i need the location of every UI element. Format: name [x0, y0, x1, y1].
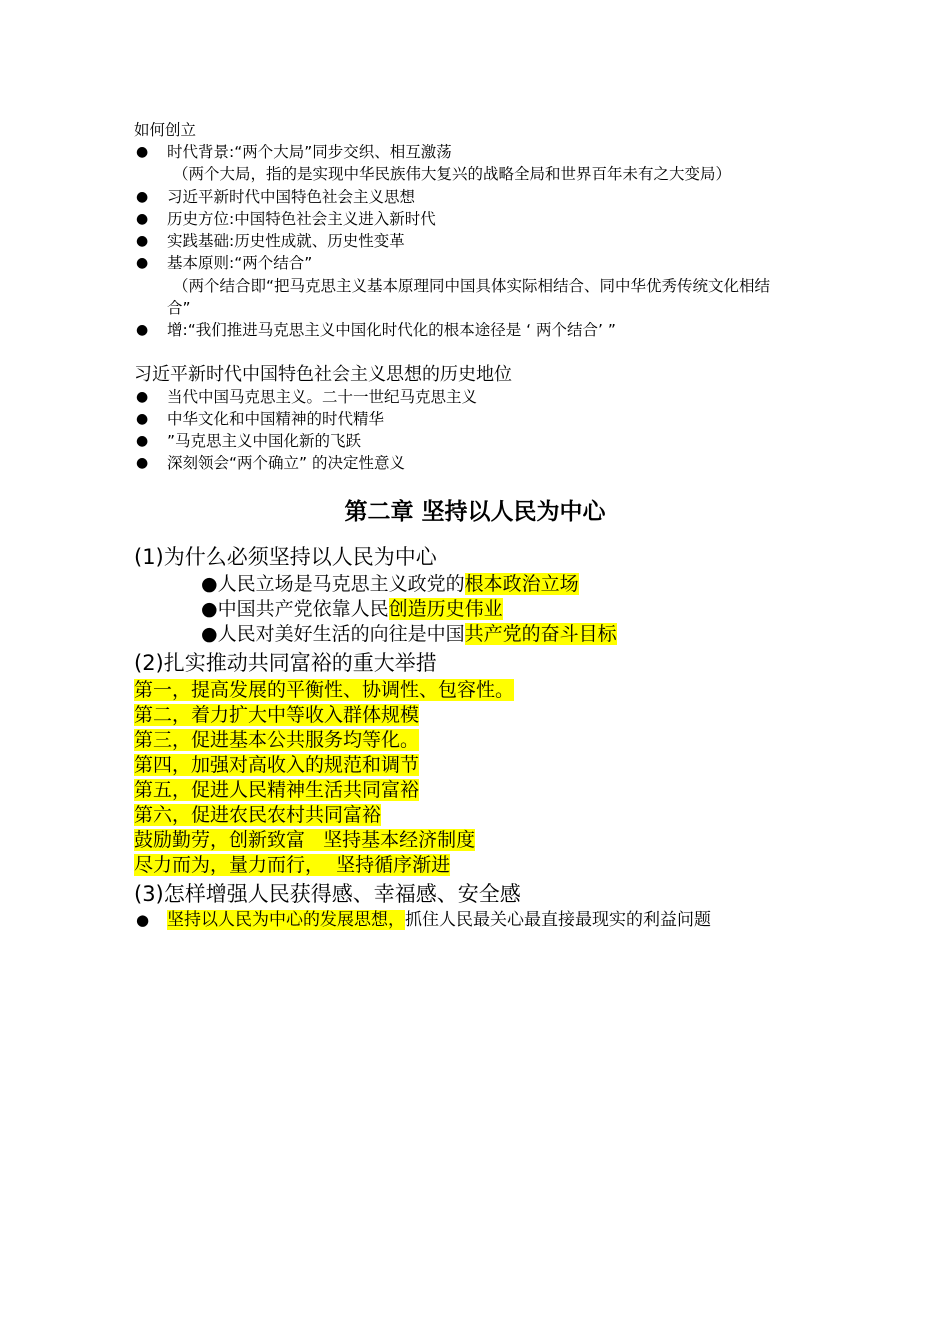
list-item: 习近平新时代中国特色社会主义思想	[167, 188, 416, 206]
bullet-icon: ●	[136, 455, 149, 471]
highlighted-text: 第一，提高发展的平衡性、协调性、包容性。	[134, 679, 515, 701]
note-text: （两个结合即“把马克思主义基本原理同中国具体实际相结合、同中华优秀传统文化相结	[173, 277, 771, 295]
highlighted-text: 鼓励勤劳，创新致富 坚持基本经济制度	[134, 829, 476, 851]
list-item: ”马克思主义中国化新的飞跃	[167, 432, 362, 450]
plain-text: 抓住人民最关心最直接最现实的利益问题	[405, 910, 711, 930]
list-item	[201, 622, 617, 646]
highlighted-text: 第四，加强对高收入的规范和调节	[134, 754, 420, 776]
bullet-icon: ●	[136, 189, 149, 205]
highlighted-text: 第五，促进人民精神生活共同富裕	[134, 779, 420, 801]
section-heading: 如何创立	[134, 121, 197, 139]
question-heading: (1)为什么必须坚持以人民为中心	[134, 545, 437, 569]
list-item: 时代背景:“两个大局”同步交织、相互激荡	[167, 143, 452, 161]
bullet-icon: ●	[136, 322, 149, 338]
list-item	[201, 597, 503, 621]
plain-text: ●人民立场是马克思主义政党的	[201, 573, 465, 595]
list-item: 当代中国马克思主义。二十一世纪马克思主义	[167, 388, 478, 406]
bullet-icon: ●	[136, 233, 149, 249]
note-text: （两个大局，指的是实现中华民族伟大复兴的战略全局和世界百年未有之大变局）	[173, 165, 732, 183]
note-text: 合”	[167, 299, 191, 317]
list-item: 中华文化和中国精神的时代精华	[167, 410, 385, 428]
list-item: 增:“我们推进马克思主义中国化时代化的根本途径是 ‘ 两个结合’ ”	[167, 321, 616, 339]
bullet-icon: ●	[136, 389, 149, 405]
list-item: 实践基础:历史性成就、历史性变革	[167, 232, 405, 250]
bullet-icon: ●	[136, 411, 149, 427]
highlighted-text: 第二，着力扩大中等收入群体规模	[134, 704, 420, 726]
bullet-icon: ●	[136, 144, 149, 160]
list-item	[201, 572, 579, 596]
list-item	[167, 908, 711, 932]
bullet-icon: ●	[136, 433, 149, 449]
list-item: 历史方位:中国特色社会主义进入新时代	[167, 210, 436, 228]
list-item: 深刻领会“两个确立” 的决定性意义	[167, 454, 405, 472]
list-item: 基本原则:“两个结合”	[167, 254, 313, 272]
bullet-icon: ●	[136, 211, 149, 227]
section-heading: 习近平新时代中国特色社会主义思想的历史地位	[134, 364, 512, 385]
plain-text: ●人民对美好生活的向往是中国	[201, 623, 465, 645]
highlighted-text: 第六，促进农民农村共同富裕	[134, 804, 382, 826]
question-heading: (3)怎样增强人民获得感、幸福感、安全感	[134, 882, 521, 906]
bullet-icon: ●	[136, 255, 149, 271]
highlighted-text: 创造历史伟业	[388, 598, 503, 620]
highlighted-text: 根本政治立场	[464, 573, 579, 595]
bullet-icon: ●	[136, 911, 150, 929]
plain-text: ●中国共产党依靠人民	[201, 598, 389, 620]
question-heading: (2)扎实推动共同富裕的重大举措	[134, 651, 437, 675]
highlighted-text: 坚持以人民为中心的发展思想，	[167, 910, 405, 930]
highlighted-text: 尽力而为，量力而行， 坚持循序渐进	[134, 854, 451, 876]
chapter-title: 第二章 坚持以人民为中心	[344, 499, 606, 525]
highlighted-text: 共产党的奋斗目标	[464, 623, 617, 645]
highlighted-text: 第三，促进基本公共服务均等化。	[134, 729, 420, 751]
